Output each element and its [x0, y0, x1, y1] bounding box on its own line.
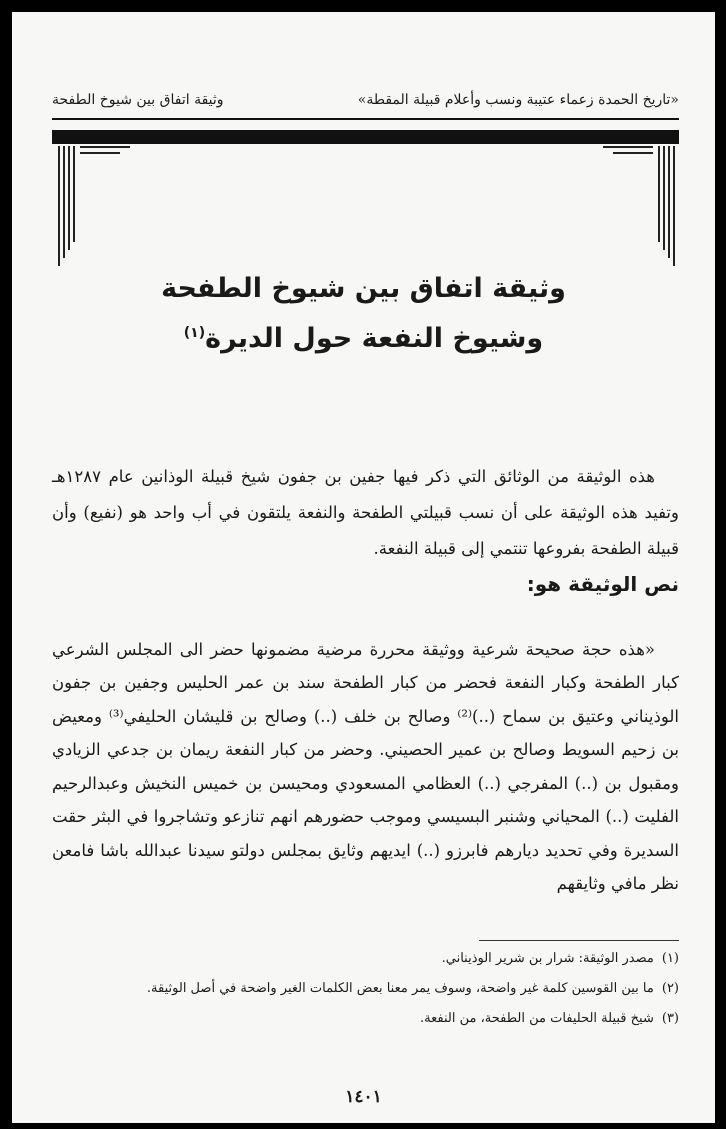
running-head-book-title: «تاريخ الحمدة زعماء عتيبة ونسب وأعلام قبيلة المقطة»: [357, 92, 679, 108]
page-number: ١٤٠١: [345, 1087, 382, 1107]
footnote-separator: [479, 940, 679, 941]
footnote-text: شيخ قبيلة الحليفات من الطفحة، من النفعة.: [420, 1011, 654, 1026]
decorative-bar-left-inner: [80, 152, 120, 154]
scan-border: [0, 0, 726, 12]
page-title: [72, 267, 655, 361]
decorative-bar-right-inner: [613, 152, 653, 154]
header-rule-thin: [52, 118, 679, 120]
footnote-number: (٣): [661, 1011, 679, 1026]
running-head: [52, 92, 679, 116]
decorative-frame-left: [58, 146, 80, 266]
header-rule-thick: [52, 130, 679, 144]
footnote-number: (٢): [661, 981, 679, 996]
decorative-bar-left: [80, 146, 130, 148]
section-heading: نص الوثيقة هو:: [526, 572, 679, 596]
decorative-frame-right: [653, 146, 675, 266]
title-footnote-ref: (١): [183, 325, 206, 341]
document-text: «هذه حجة صحيحة شرعية ووثيقة محررة مرضية مضمونها حضر الى المجلس الشرعي كبار الطفحة وكبار النفعة فحضر من كبار الطفحة سند بن عمر الحليس وجفين بن جفون الوذيناني وعتيق بن سماح (..)⁽²⁾ وصالح بن خلف (..) وصالح بن قليشان الحليفي⁽³⁾ ومعيض بن زحيم السويط وصالح بن عمير الحصيني. وحضر من كبار النفعة ريمان بن جدعي الزيادي ومقبول بن (..) المفرجي (..) العظامي المسعودي ومحيسن بن خميس النخيش وعبدالرحيم الفليت (..) المحياني وشنبر البسيسي وموجب حضورهم انهم تنازعو وتشاجروا في البثر حقت السديرة وفي تحديد ديارهم فابرزو (..) ايديهم وثايق بمجلس دولتو سيدنا عبدالله باشا فامعن نظر مافي وثايقهم: [52, 639, 679, 893]
footnote-3: [52, 1008, 679, 1030]
footnote-number: (١): [661, 951, 679, 966]
footnote-1: [52, 948, 679, 970]
title-line-2: [72, 311, 655, 361]
title-line-1: وثيقة اتفاق بين شيوخ الطفحة: [161, 273, 566, 304]
footnote-2: [52, 978, 679, 1000]
running-head-chapter-title: وثيقة اتفاق بين شيوخ الطفحة: [52, 92, 224, 108]
footnote-text: ما بين القوسين كلمة غير واضحة، وسوف يمر معنا بعض الكلمات الغير واضحة في أصل الوثيقة.: [146, 981, 654, 996]
footnotes: [52, 948, 679, 1038]
document-page: [12, 12, 715, 1123]
title-line-2-text: وشيوخ النفعة حول الديرة: [205, 323, 544, 354]
footnote-text: مصدر الوثيقة: شرار بن شرير الوذيناني.: [441, 951, 654, 966]
decorative-bar-right: [603, 146, 653, 148]
intro-paragraph: هذه الوثيقة من الوثائق التي ذكر فيها جفين بن جفون شيخ قبيلة الوذانين عام ١٢٨٧هـ وتفيد هذه الوثيقة على أن نسب قبيلتي الطفحة والنفعة يلتقون في أب واحد هو (نفيع) وأن قبيلة الطفحة بفروعها تنتمي إلى قبيلة النفعة.: [52, 466, 679, 558]
